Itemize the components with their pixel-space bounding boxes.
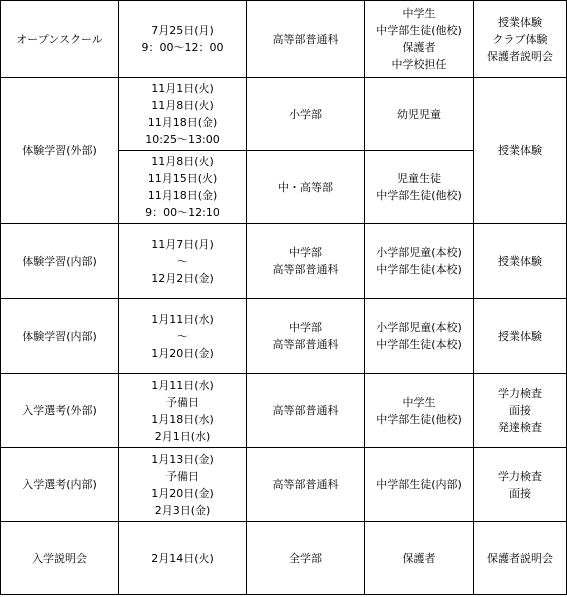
date-line: 11月8日(火) bbox=[151, 155, 214, 168]
table-row bbox=[1, 374, 567, 448]
dates-cell bbox=[119, 1, 247, 78]
date-line: 11月18日(金) bbox=[147, 116, 218, 129]
department-line: 中・高等部 bbox=[278, 180, 333, 194]
department-line: 中学部 bbox=[289, 246, 322, 259]
department-line: 中学部 bbox=[289, 321, 322, 334]
department-line: 高等部普通科 bbox=[272, 478, 339, 491]
table-row bbox=[1, 224, 567, 299]
date-line: 1月20日(金) bbox=[151, 486, 214, 500]
content-line: 発達検査 bbox=[498, 421, 542, 434]
table-row bbox=[1, 299, 567, 374]
event-name: オープンスクール bbox=[16, 32, 103, 46]
event-name: 体験学習(外部) bbox=[22, 144, 97, 157]
dates-cell bbox=[119, 151, 247, 224]
department-cell bbox=[247, 78, 365, 151]
target-line: 中学部生徒(本校) bbox=[376, 338, 462, 351]
target-line: 中学生 bbox=[402, 7, 436, 20]
dates-cell bbox=[119, 522, 247, 595]
table-row bbox=[1, 1, 567, 78]
department-cell bbox=[247, 448, 365, 522]
target-cell bbox=[365, 448, 474, 522]
table-row bbox=[1, 448, 567, 522]
date-line: 1月20日(金) bbox=[151, 346, 214, 360]
date-line: 2月1日(水) bbox=[154, 429, 211, 443]
content-cell bbox=[474, 78, 567, 224]
content-cell bbox=[474, 1, 567, 78]
date-line: 1月18日(水) bbox=[151, 412, 214, 426]
date-line: 12月2日(金) bbox=[151, 271, 214, 285]
dates-cell bbox=[119, 224, 247, 299]
department-cell bbox=[247, 224, 365, 299]
date-line: 予備日 bbox=[166, 395, 199, 409]
date-line: 1月11日(水) bbox=[151, 312, 214, 326]
event-name: 体験学習(内部) bbox=[22, 329, 97, 343]
content-line: クラブ体験 bbox=[492, 32, 548, 46]
department-line: 小学部 bbox=[289, 107, 322, 121]
event-cell bbox=[1, 224, 119, 299]
date-line: 7月25日(月) bbox=[151, 24, 214, 37]
date-line: 1月13日(金) bbox=[151, 452, 214, 466]
event-name: 入学選考(内部) bbox=[22, 478, 97, 491]
date-line: 9：00～12：00 bbox=[141, 41, 224, 54]
date-line: ～ bbox=[177, 329, 188, 343]
target-line: 幼児児童 bbox=[397, 107, 441, 121]
content-cell bbox=[474, 224, 567, 299]
target-cell bbox=[365, 151, 474, 224]
event-cell bbox=[1, 374, 119, 448]
department-line: 高等部普通科 bbox=[272, 32, 339, 46]
target-line: 小学部児童(本校) bbox=[376, 246, 462, 259]
date-line: 予備日 bbox=[166, 469, 199, 483]
event-name: 体験学習(内部) bbox=[22, 254, 97, 268]
date-line: 9：00～12:10 bbox=[145, 206, 220, 219]
target-cell bbox=[365, 299, 474, 374]
target-cell bbox=[365, 78, 474, 151]
dates-cell bbox=[119, 78, 247, 151]
target-line: 中学生 bbox=[402, 395, 436, 409]
target-line: 保護者 bbox=[402, 551, 436, 565]
content-line: 授業体験 bbox=[498, 15, 542, 29]
dates-cell bbox=[119, 374, 247, 448]
department-line: 高等部普通科 bbox=[272, 263, 339, 276]
department-cell bbox=[247, 151, 365, 224]
content-line: 保護者説明会 bbox=[487, 551, 553, 565]
department-cell bbox=[247, 299, 365, 374]
content-line: 学力検査 bbox=[498, 387, 542, 400]
content-line: 面接 bbox=[509, 404, 531, 417]
department-line: 高等部普通科 bbox=[272, 338, 339, 351]
content-line: 保護者説明会 bbox=[487, 49, 553, 63]
department-cell bbox=[247, 522, 365, 595]
date-line: 11月7日(月) bbox=[151, 237, 214, 251]
target-line: 保護者 bbox=[402, 41, 436, 54]
date-line: ～ bbox=[177, 254, 188, 268]
target-line: 中学部生徒(内部) bbox=[376, 478, 462, 491]
target-cell bbox=[365, 374, 474, 448]
content-cell bbox=[474, 522, 567, 595]
date-line: 2月14日(火) bbox=[151, 551, 214, 565]
date-line: 2月3日(金) bbox=[154, 503, 211, 517]
event-cell bbox=[1, 522, 119, 595]
event-cell bbox=[1, 448, 119, 522]
date-line: 11月8日(火) bbox=[151, 99, 214, 112]
content-line: 授業体験 bbox=[498, 329, 542, 343]
target-cell bbox=[365, 224, 474, 299]
target-line: 中学校担任 bbox=[391, 58, 447, 71]
department-cell bbox=[247, 374, 365, 448]
department-line: 高等部普通科 bbox=[272, 404, 339, 417]
event-cell bbox=[1, 1, 119, 78]
target-line: 中学部生徒(他校) bbox=[376, 189, 462, 202]
content-cell bbox=[474, 299, 567, 374]
content-line: 授業体験 bbox=[498, 254, 542, 268]
target-line: 中学部生徒(他校) bbox=[376, 412, 462, 426]
target-cell bbox=[365, 522, 474, 595]
table-row bbox=[1, 78, 567, 151]
content-line: 授業体験 bbox=[498, 144, 542, 157]
event-name: 入学説明会 bbox=[32, 551, 87, 565]
table-row bbox=[1, 522, 567, 595]
date-line: 11月18日(金) bbox=[147, 189, 218, 202]
content-line: 面接 bbox=[509, 486, 531, 500]
target-line: 中学部生徒(他校) bbox=[376, 24, 462, 37]
department-line: 全学部 bbox=[289, 551, 322, 565]
content-cell bbox=[474, 374, 567, 448]
date-line: 10:25～13:00 bbox=[145, 133, 220, 146]
target-line: 中学部生徒(本校) bbox=[376, 263, 462, 276]
date-line: 11月15日(火) bbox=[147, 172, 218, 185]
dates-cell bbox=[119, 448, 247, 522]
target-cell bbox=[365, 1, 474, 78]
content-cell bbox=[474, 448, 567, 522]
date-line: 11月1日(火) bbox=[151, 82, 214, 95]
target-line: 児童生徒 bbox=[397, 172, 441, 185]
event-cell bbox=[1, 78, 119, 224]
date-line: 1月11日(水) bbox=[151, 378, 214, 392]
content-line: 学力検査 bbox=[498, 469, 542, 483]
event-name: 入学選考(外部) bbox=[22, 404, 97, 417]
event-cell bbox=[1, 299, 119, 374]
dates-cell bbox=[119, 299, 247, 374]
department-cell bbox=[247, 1, 365, 78]
target-line: 小学部児童(本校) bbox=[376, 321, 462, 334]
